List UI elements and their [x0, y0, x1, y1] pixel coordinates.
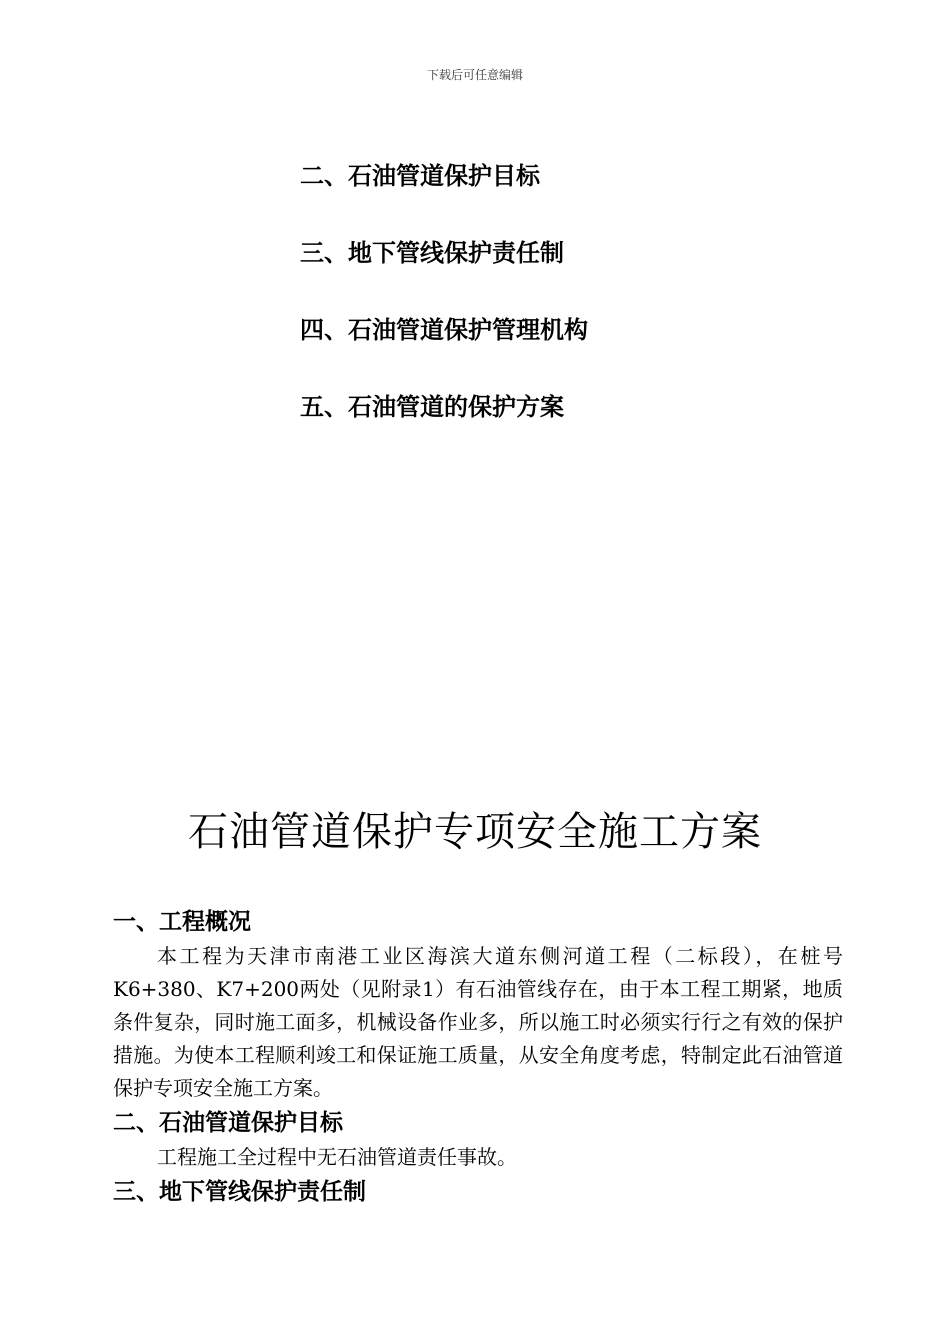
section-heading-overview: 一、工程概况 — [113, 909, 251, 935]
section-heading-goal: 二、石油管道保护目标 — [113, 1110, 343, 1136]
section-paragraph-goal: 工程施工全过程中无石油管道责任事故。 — [157, 1145, 517, 1169]
toc-item: 四、石油管道保护管理机构 — [300, 316, 588, 344]
page-header-note: 下载后可任意编辑 — [426, 68, 523, 82]
toc-item: 二、石油管道保护目标 — [300, 162, 540, 190]
table-of-contents — [300, 158, 588, 466]
document-body — [113, 904, 843, 1210]
toc-item: 三、地下管线保护责任制 — [300, 239, 564, 267]
document-title: 石油管道保护专项安全施工方案 — [188, 809, 762, 855]
section-heading-responsibility: 三、地下管线保护责任制 — [113, 1179, 366, 1205]
toc-item: 五、石油管道的保护方案 — [300, 393, 564, 421]
section-paragraph-overview: 本工程为天津市南港工业区海滨大道东侧河道工程（二标段），在桩号K6+380、K7+200两处（见附录1）有石油管线存在，由于本工程工期紧，地质条件复杂，同时施工面多，机械设备作业多，所以施工时必须实行行之有效的保护措施。为使本工程顺利竣工和保证施工质量，从安全角度考虑，特制定此石油管道保护专项安全施工方案。 — [113, 944, 843, 1100]
